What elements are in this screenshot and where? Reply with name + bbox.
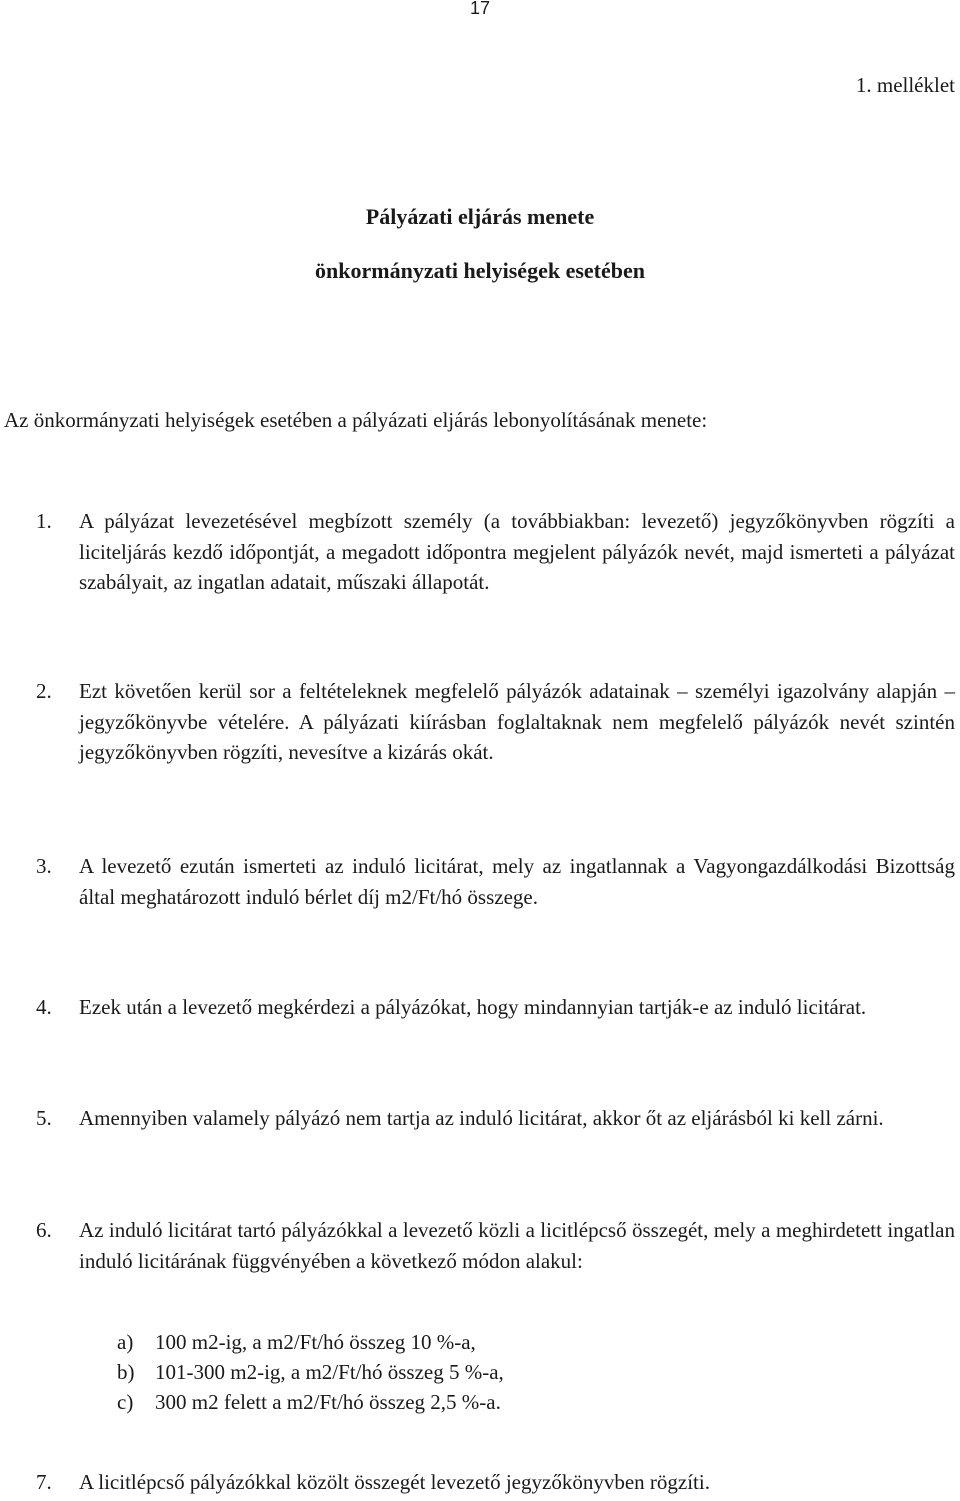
sub-list-item-a <box>117 1327 817 1357</box>
sub-list-item-b <box>117 1357 817 1387</box>
list-item-1 <box>36 506 955 598</box>
sub-list-item-c <box>117 1387 817 1417</box>
list-item-number: 7. <box>36 1470 52 1494</box>
list-item-2 <box>36 676 955 768</box>
document-title-line-1: Pályázati eljárás menete <box>365 204 595 229</box>
list-item-text: Amennyiben valamely pályázó nem tartja az induló licitárat, akkor őt az eljárásból ki kell zárni. <box>79 1106 884 1130</box>
list-item-text: Az induló licitárat tartó pályázókkal a levezető közli a licitlépcső összegét, mely a meghirdetett ingatlan induló licitárának függvényében a következő módon alakul: <box>79 1218 955 1273</box>
list-item-6 <box>36 1215 955 1276</box>
list-item-text: A licitlépcső pályázókkal közölt összegét levezető jegyzőkönyvben rögzíti. <box>79 1470 710 1494</box>
list-item-number: 4. <box>36 995 52 1019</box>
sub-list-mark: a) <box>117 1330 134 1354</box>
intro-paragraph: Az önkormányzati helyiségek esetében a pályázati eljárás lebonyolításának menete: <box>4 408 708 432</box>
sub-list-mark: c) <box>117 1390 134 1414</box>
list-item-number: 2. <box>36 679 52 703</box>
list-item-number: 1. <box>36 509 52 533</box>
list-item-4 <box>36 992 955 1023</box>
list-item-number: 6. <box>36 1218 52 1242</box>
list-item-5 <box>36 1103 955 1134</box>
sub-list-text: 100 m2-ig, a m2/Ft/hó összeg 10 %-a, <box>155 1330 476 1354</box>
list-item-number: 3. <box>36 854 52 878</box>
list-item-7 <box>36 1467 955 1498</box>
sub-list-text: 101-300 m2-ig, a m2/Ft/hó összeg 5 %-a, <box>155 1360 504 1384</box>
sub-list-mark: b) <box>117 1360 135 1384</box>
document-title-line-2: önkormányzati helyiségek esetében <box>315 258 645 283</box>
page-number: 17 <box>469 0 491 18</box>
list-item-text: A pályázat levezetésével megbízott személy (a továbbiakban: levezető) jegyzőkönyvben rögzíti a liciteljárás kezdő időpontját, a megadott időpontra megjelent pályázók nevét, majd ismerteti a pályázat szabályait, az ingatlan adatait, műszaki állapotát. <box>79 509 955 594</box>
list-item-text: A levezető ezután ismerteti az induló licitárat, mely az ingatlannak a Vagyongazdálkodási Bizottság által meghatározott induló bérlet díj m2/Ft/hó összege. <box>79 854 955 909</box>
sub-list-text: 300 m2 felett a m2/Ft/hó összeg 2,5 %-a. <box>155 1390 501 1414</box>
list-item-3 <box>36 851 955 912</box>
annex-label: 1. melléklet <box>855 73 955 97</box>
list-item-number: 5. <box>36 1106 52 1130</box>
list-item-text: Ezek után a levezető megkérdezi a pályázókat, hogy mindannyian tartják-e az induló licitárat. <box>79 995 867 1019</box>
sub-list <box>117 1327 817 1417</box>
list-item-text: Ezt követően kerül sor a feltételeknek megfelelő pályázók adatainak – személyi igazolvány alapján – jegyzőkönyvbe vételére. A pályázati kiírásban foglaltaknak nem megfelelő pályázók nevét szintén jegyzőkönyvben rögzíti, nevesítve a kizárás okát. <box>79 679 955 764</box>
